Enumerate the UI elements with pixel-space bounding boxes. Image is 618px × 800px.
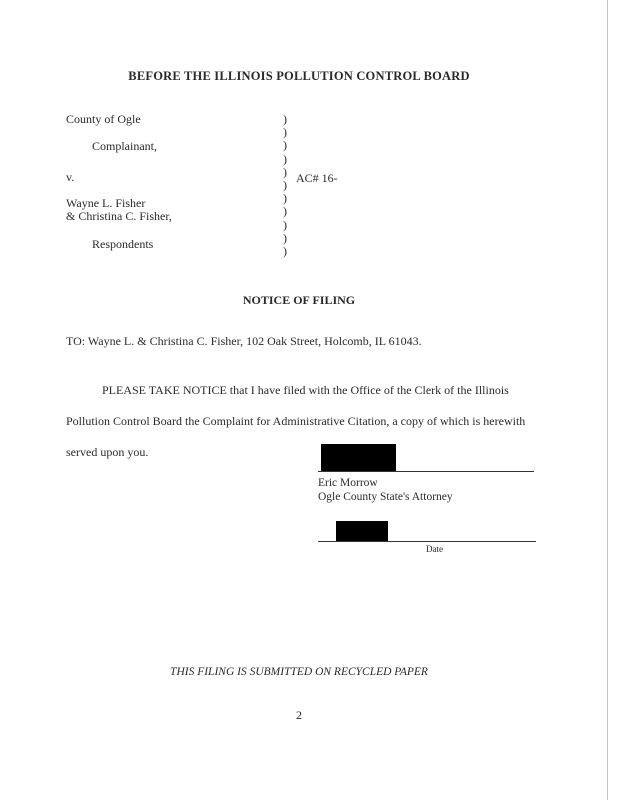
case-number: AC# 16- [296,171,338,185]
signer-title: Ogle County State's Attorney [318,491,453,503]
page-edge [607,0,608,800]
respondent-role: Respondents [92,237,154,251]
caption-paren-column [283,113,287,258]
notice-body-text: PLEASE TAKE NOTICE that I have filed with the Office of the Clerk of the Illinois Pollution Control Board the Complaint for Administrative Citation, a copy of which is herewith served upon you. [66,383,526,459]
redacted-date-signature [336,521,388,541]
caption-paren: ) [283,243,287,258]
caption-paren: ) [283,125,287,140]
caption-paren: ) [283,191,287,206]
caption-paren: ) [283,230,287,245]
document-title: BEFORE THE ILLINOIS POLLUTION CONTROL BOARD [128,69,470,83]
complainant-name: County of Ogle [66,112,141,126]
date-line [318,541,536,542]
caption-paren: ) [283,112,287,126]
redacted-signature [321,444,396,471]
caption-paren: ) [283,151,287,166]
notice-recipient: TO: Wayne L. & Christina C. Fisher, 102 Oak Street, Holcomb, IL 61043. [66,334,422,348]
caption-paren: ) [283,138,287,153]
page-number: 2 [296,708,302,722]
caption-paren: ) [283,204,287,219]
respondent-name-2: & Christina C. Fisher, [66,209,172,223]
caption-paren: ) [283,217,287,232]
caption-paren: ) [283,164,287,179]
caption-paren: ) [283,177,287,192]
signature-line [318,471,534,472]
date-label: Date [426,544,443,554]
notice-title: NOTICE OF FILING [242,293,356,307]
complainant-role: Complainant, [92,139,157,153]
notice-body [66,375,546,468]
respondent-name-1: Wayne L. Fisher [66,196,146,210]
recycled-paper-note: THIS FILING IS SUBMITTED ON RECYCLED PAPER [170,666,428,678]
signer-name: Eric Morrow [318,477,378,489]
versus-label: v. [66,170,75,184]
